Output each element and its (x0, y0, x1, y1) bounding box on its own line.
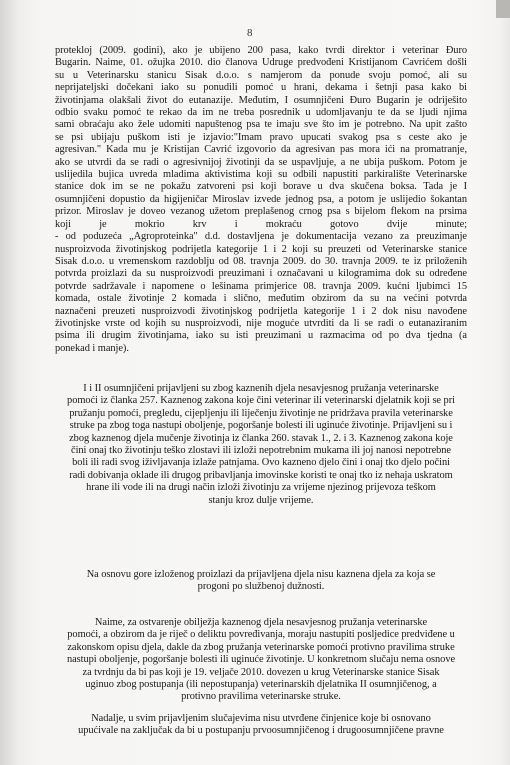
text-line: radi dobivanja oklade ili drugog pribavljanja imovinske koristi te onaj tko iz nehaja uskratom (69, 469, 453, 481)
text-line: Bugarin. Naime, 01. ožujka 2010. dio članova Udruge predvođeni Kristijanom Cavrićem došli (55, 57, 467, 69)
text-line: su u Veterinarsku stanicu Sisak d.o.o. s namjerom da ponude svoju pomoć, ali su (55, 69, 467, 81)
text-line: ponekad i manje). (55, 342, 129, 354)
text-line: zakonskom opisu djela, dakle da zbog pružanja veterinarske pomoći protivno pravilima struke (67, 641, 455, 653)
page-number: 8 (247, 27, 253, 39)
text-line: životinjske vrste od kojih su nusproizvodi, nije moguće utvrditi da li se radi o eutanaziranim (55, 317, 467, 329)
text-line: odbio svaku pomoć te rekao da im ne treba posrednik u udomljavanju te da se ljudi njima (55, 107, 467, 119)
paragraph-2 (55, 383, 467, 507)
text-line: upućivale na zaključak da bi u postupanju prvoosumnjičenog i drugoosumnjičene pravne (78, 725, 444, 737)
text-line: potvrde sadržavale i napomene o lešinama primjerice 08. travnja 2009. kućni ljubimci 15 (55, 280, 467, 292)
text-line: životinjama olakšali život do eutanazije. Međutim, I osumnjičeni Đuro Bugarin je odriješito (55, 94, 467, 106)
text-line: neprijateljski dočekani iako su ponudili pomoć u hrani, dekama i šetnji pasa kako bi (55, 82, 467, 94)
text-line: boli ili radi svog iživljavanja izlaže patnjama. Ovo kazneno djelo čini i onaj tko djelo počini (72, 457, 450, 469)
text-line: Na osnovu gore izloženog proizlazi da prijavljena djela nisu kaznena djela za koja se (86, 569, 436, 580)
text-line: koji je mokrio krv i mokraću gotovo dvije minute; (55, 218, 467, 230)
text-line: uginuo zbog postupanja (ili nepostupanja) veterinarskih djelatnika II osumnjičenog, a (85, 679, 437, 691)
text-line: agresivan." Kada mu je Kristijan Cavrić izgovorio da agresivan pas mora ići na promatranje, (55, 144, 467, 156)
text-line: progoni po službenoj dužnosti. (197, 581, 325, 593)
text-line: sami obraćaju ako žele udomiti napuštenog psa te imaju sve što im je potrebno. Na upit zašto (55, 119, 467, 131)
text-line: protekloj (2009. godini), ako je ubijeno 200 pasa, kako tvrdi direktor i veterinar Đuro (55, 45, 467, 56)
text-line: pružanju pomoći, pregledu, cijepljenju ili liječenju životinje ne pridržava pravila veterinarske (69, 407, 453, 419)
text-line: hrane ili vode ili na drugi način izloži životinju za vrijeme njezinog prijevoza teškom (86, 482, 436, 494)
text-line: stanju kroz dulje vrijeme. (208, 494, 314, 506)
text-line: se psi ubijaju puškom isti je izjavio:"Imam pravo upucati svakog psa s ceste ako je (55, 131, 467, 143)
text-line: nusproizvoda životinjskog podrijetla kategorije 1 i 2 koji su preuzeti od Veterinarske stanice (55, 243, 467, 255)
text-line: pomoći, a obzirom da je riječ o deliktu povređivanja, moraju nastupiti posljedice predviđene u (67, 629, 455, 641)
text-line: osumnjičeni dopustio da higijeničar Miroslav izvede jednog psa, a potom je uslijedio šokantan (55, 193, 467, 205)
text-line: naznačeni preuzeti nusproizvodi životinjskog podrijetla kategorije 1 i 2 dok nisu navođene (55, 305, 467, 317)
text-line: komada, ostale životinje 2 komada i slično, međutim obzirom da su na većini potvrda (55, 293, 467, 305)
text-line: I i II osumnjičeni prijavljeni su zbog kaznenih djela nesavjesnog pružanja veterinarske (83, 383, 439, 394)
text-line: - od poduzeća „Agroproteinka" d.d. dostavljena je dokumentacija vezano za preuzimanje (55, 231, 467, 243)
text-line: struke pa zbog toga nastupi oboljenje, pogoršanje bolesti ili uginuće životinje. Prijavljeni su i (69, 420, 453, 432)
paragraph-1 (55, 45, 467, 355)
scan-corner-mark (496, 0, 510, 18)
text-line: Nadalje, u svim prijavljenim slučajevima nisu utvrđene činjenice koje bi osnovano (91, 713, 431, 724)
text-line: nastupi oboljenje, pogoršanje bolesti ili uginuće životinje. U konkretnom slučaju nema osnove (66, 654, 456, 666)
text-line: čini onaj tko životinju teško zlostavi ili izloži nepotrebnim mukama ili joj nanosi nepotrebne (71, 445, 451, 457)
paragraph-4 (55, 617, 467, 704)
paragraph-3 (55, 569, 467, 594)
text-line: Sisak d.o.o. u vremenskom razdoblju od 08. travnja 2009. do 30. travnja 2009. te iz priloženih (55, 255, 467, 267)
text-line: ako se utvrdi da se radi o agresivnijoj životinji da se uspavljuje, a ne ubija puškom. Potom je (55, 156, 467, 168)
text-line: uslijedila bujica uvreda mladima aktivistima koji su odbili napustiti parkiralište Veterinarske (55, 169, 467, 181)
text-line: pomoći iz članka 257. Kaznenog zakona koje čini veterinar ili veterinarski djelatnik koji se pri (67, 395, 455, 407)
text-line: prizor. Miroslav je doveo vezanog užetom preplašenog crnog psa s bijelom flekom na prsima (55, 206, 467, 218)
paragraph-5 (55, 713, 467, 738)
text-line: Naime, za ostvarenje obilježja kaznenog djela nesavjesnog pružanja veterinarske (94, 617, 428, 628)
text-line: protivno pravilima veterinarske struke. (181, 691, 341, 703)
text-line: za tvrdnju da bi pas koji je 19. veljače 2010. dovezen u krug Veterinarske stanice Sisak (82, 666, 440, 678)
text-line: zbog kaznenog djela mučenje životinja iz članka 260. stavak 1., 2. i 3. Kaznenog zakona koje (69, 432, 453, 444)
text-line: stanice dok im se ne pokažu zatvoreni psi koji borave u dva skučena boksa. Tada je I (55, 181, 467, 193)
text-line: potvrda proizlazi da su nusproizvodi preuzimani i označavani u kilogramima dok su određene (55, 268, 467, 280)
text-line: psima ili drugim životinjama, iako su isti preuzimani u razmacima od po dva tjedna (a (55, 330, 467, 342)
